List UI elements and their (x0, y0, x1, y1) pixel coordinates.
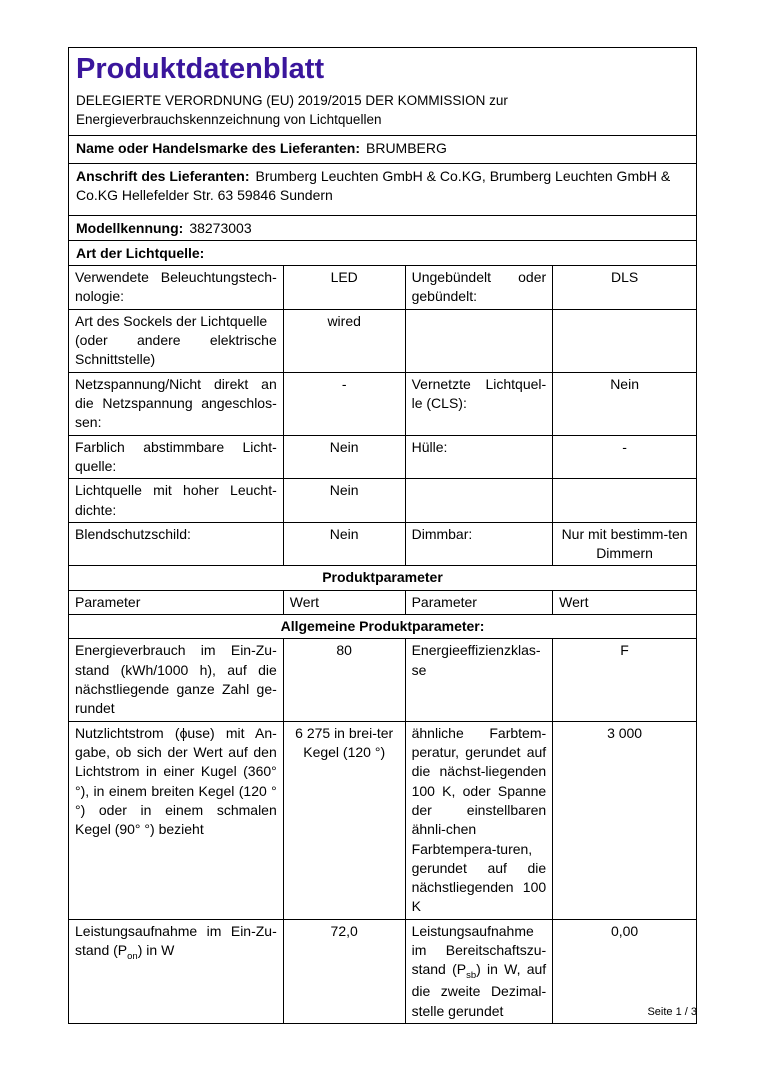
regulation-subtitle: DELEGIERTE VERORDNUNG (EU) 2019/2015 DER KOMMISSION zur Energieverbrauchskennzeichnung von Lichtquellen (76, 93, 508, 128)
param-value (553, 479, 697, 523)
param-value: Nein (553, 372, 697, 435)
param-label (405, 309, 553, 372)
param-value: wired (283, 309, 405, 372)
supplier-address-label: Anschrift des Lieferanten: (76, 168, 250, 184)
column-header-row (69, 590, 697, 614)
row-high-luminance (69, 479, 697, 523)
param-value: 72,0 (283, 919, 405, 1023)
param-label: Energieverbrauch im Ein-Zu-stand (kWh/1000 h), auf die nächstliegende ganze Zahl ge-rundet (69, 639, 284, 721)
row-power-consumption (69, 919, 697, 1023)
model-id-value: 38273003 (189, 220, 252, 236)
model-id-label: Modellkennung: (76, 220, 184, 236)
page-title: Produktdatenblatt (76, 53, 325, 85)
supplier-name-label: Name oder Handelsmarke des Lieferanten: (76, 140, 360, 156)
param-value: - (553, 435, 697, 479)
supplier-address-row (68, 163, 697, 216)
subsection-title: Allgemeine Produktparameter: (69, 615, 697, 639)
param-value: Nur mit bestimm-ten Dimmern (553, 522, 697, 566)
section-row-allgemeine (69, 615, 697, 639)
param-label: Lichtquelle mit hoher Leucht-dichte: (69, 479, 284, 523)
param-label (405, 479, 553, 523)
param-label: Dimmbar: (405, 522, 553, 566)
model-id-row (68, 215, 697, 241)
param-value: 6 275 in brei-ter Kegel (120 °) (283, 721, 405, 919)
param-value: 0,00 (553, 919, 697, 1023)
param-label: Nutzlichtstrom (ϕuse) mit An-gabe, ob sich der Wert auf den Lichtstrom in einer Kugel (360° °), in einem breiten Kegel (120 °°) oder in einem schmalen Kegel (90° °) bezieht (69, 721, 284, 919)
param-label: Farblich abstimmbare Licht-quelle: (69, 435, 284, 479)
param-label: Blendschutzschild: (69, 522, 284, 566)
supplier-address-value: Brumberg Leuchten GmbH & Co.KG, Brumberg Leuchten GmbH & Co.KG Hellefelder Str. 63 59846 Sundern (76, 168, 671, 204)
column-header: Parameter (69, 590, 284, 614)
param-label: Vernetzte Lichtquel-le (CLS): (405, 372, 553, 435)
column-header: Wert (553, 590, 697, 614)
param-label: Verwendete Beleuchtungstech-nologie: (69, 266, 284, 310)
row-anti-glare (69, 522, 697, 566)
param-label: Art des Sockels der Lichtquelle (oder andere elektrische Schnittstelle) (69, 309, 284, 372)
light-source-type-label: Art der Lichtquelle: (76, 245, 205, 261)
header-section (68, 47, 697, 136)
param-value (553, 309, 697, 372)
supplier-name-value: BRUMBERG (366, 140, 447, 156)
row-socket (69, 309, 697, 372)
row-useful-luminous-flux (69, 721, 697, 919)
row-color-tunable (69, 435, 697, 479)
param-value: Nein (283, 435, 405, 479)
light-source-type-row (68, 240, 697, 266)
section-row-produktparameter (69, 566, 697, 590)
page-number: Seite 1 / 3 (647, 1006, 697, 1018)
row-technology (69, 266, 697, 310)
parameters-table (68, 265, 697, 1024)
param-value: 80 (283, 639, 405, 721)
param-label: Leistungsaufnahme im Ein-Zu-stand $(P_{on})$ in W (69, 919, 284, 1023)
row-energy-consumption (69, 639, 697, 721)
param-value: 3 000 (553, 721, 697, 919)
param-label: Hülle: (405, 435, 553, 479)
param-label: ähnliche Farbtem-peratur, gerundet auf die nächst-liegenden 100 K, oder Spanne der einstellbaren ähnli-chen Farbtempera-turen, gerundet auf die nächstliegenden 100 K (405, 721, 553, 919)
param-label: Leistungsaufnahme im Bereitschaftszu-stand $(P_{sb})$ in W, auf die zweite Dezimal-stelle gerundet (405, 919, 553, 1023)
row-mains-voltage (69, 372, 697, 435)
param-value: Nein (283, 522, 405, 566)
param-label: Energieeffizienzklas-se (405, 639, 553, 721)
section-title: Produktparameter (69, 566, 697, 590)
param-value: F (553, 639, 697, 721)
column-header: Wert (283, 590, 405, 614)
param-value: LED (283, 266, 405, 310)
datasheet (68, 47, 697, 1024)
param-label: Ungebündelt oder gebündelt: (405, 266, 553, 310)
param-value: Nein (283, 479, 405, 523)
param-label: Netzspannung/Nicht direkt an die Netzspannung angeschlos-sen: (69, 372, 284, 435)
param-value: DLS (553, 266, 697, 310)
column-header: Parameter (405, 590, 553, 614)
param-value: - (283, 372, 405, 435)
supplier-name-row (68, 135, 697, 164)
